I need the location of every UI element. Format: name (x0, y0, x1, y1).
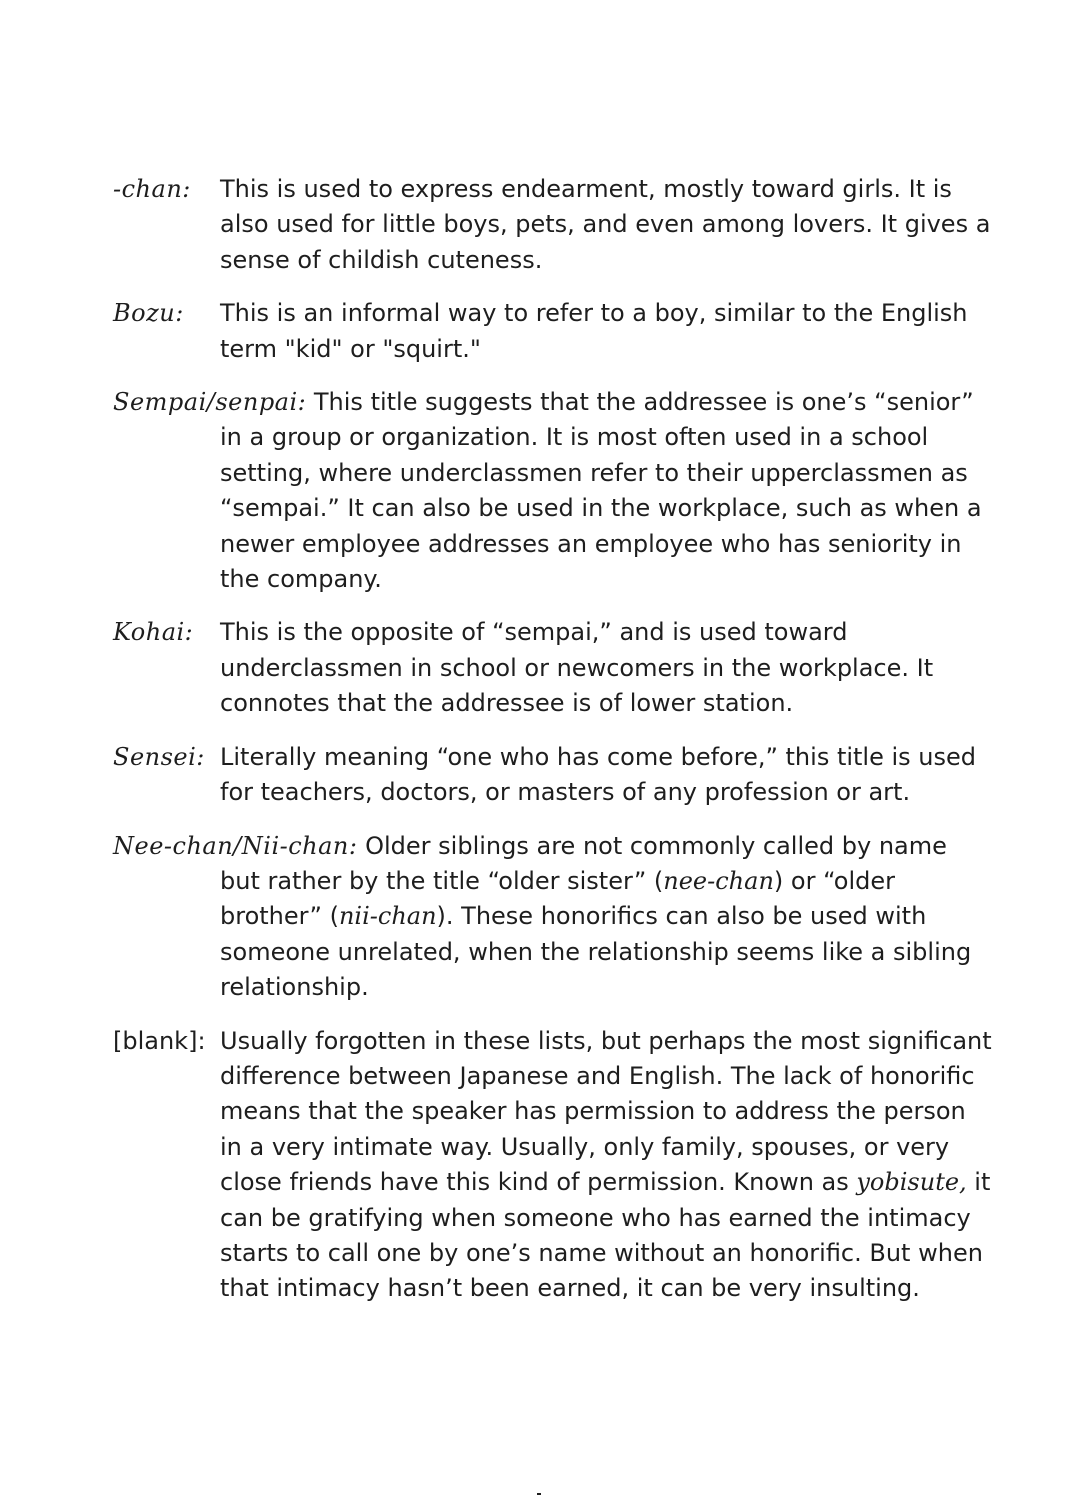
glossary-definition: This title suggests that the addressee is one’s “senior” in a group or organization. It is most often used in a school setting, where underclassmen refer to their upperclassmen as “sempai.” It can also be used in the workplace, such as when a newer employee addresses an employee who has seniority in the company. (220, 388, 982, 594)
glossary-entry-sempai (113, 385, 993, 597)
glossary-definition: This is an informal way to refer to a boy, similar to the English term "kid" or "squirt." (220, 299, 968, 363)
glossary-entry-kohai (113, 615, 993, 721)
definition-italic-term: nii-chan (338, 902, 437, 931)
definition-italic-term: nee-chan (663, 866, 774, 895)
glossary-term: -chan: (113, 175, 191, 203)
glossary-term: [blank]: (113, 1026, 206, 1055)
glossary-term: Sensei: (113, 742, 205, 771)
definition-italic-term: yobisute, (856, 1168, 967, 1197)
glossary-entry-sensei (113, 740, 993, 811)
glossary-term: Kohai: (113, 618, 194, 647)
definition-text: Usually forgotten in these lists, but perhaps the most significant difference between Japanese and English. The lack of honorific means that the speaker has permission to address the person in a very intimate way. Usually, only family, spouses, or very close friends have this kind of permission. Known as (220, 1026, 992, 1197)
glossary-term: Nee-chan/Nii-chan: (113, 831, 358, 860)
page-mark (537, 1493, 541, 1495)
glossary-entry-blank (113, 1024, 993, 1307)
definition-text: it can be gratifying when someone who has earned the intimacy starts to call one by one’s name without an honorific. But when that intimacy hasn’t been earned, it can be very insulting. (220, 1168, 991, 1303)
glossary-entry-bozu (113, 296, 993, 367)
definition-text: ). These honorifics can also be used with someone unrelated, when the relationship seems like a sibling relationship. (220, 902, 972, 1002)
definition-text: ) or “older brother” ( (220, 866, 895, 931)
honorifics-glossary (113, 172, 993, 1325)
glossary-term: Sempai/senpai: (113, 388, 307, 417)
glossary-definition: Literally meaning “one who has come before,” this title is used for teachers, doctors, or masters of any profession or art. (220, 742, 977, 807)
glossary-definition: This is used to express endearment, mostly toward girls. It is also used for little boys, pets, and even among lovers. It gives a sense of childish cuteness. (220, 175, 991, 274)
glossary-definition (220, 1027, 992, 1303)
glossary-entry-chan (113, 172, 993, 278)
glossary-entry-nee-chan-nii-chan (113, 829, 993, 1006)
glossary-term: Bozu: (113, 299, 184, 328)
definition-text: Older siblings are not commonly called by name but rather by the title “older sister” ( (220, 831, 947, 895)
glossary-definition: This is the opposite of “sempai,” and is used toward underclassmen in school or newcomers in the workplace. It connotes that the addressee is of lower station. (220, 618, 934, 718)
